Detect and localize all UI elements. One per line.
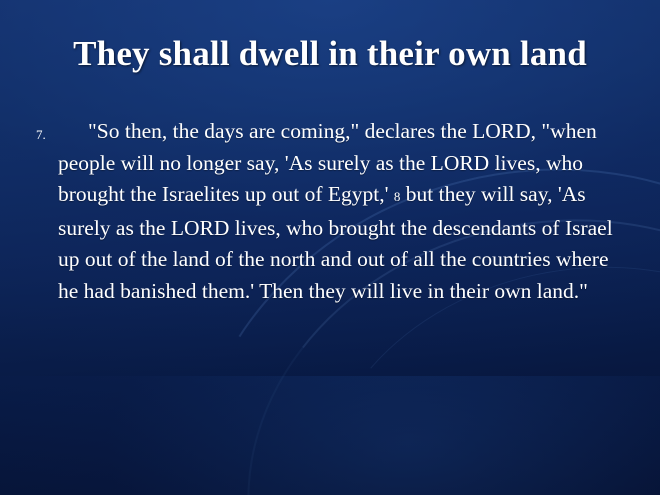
background-glow — [0, 376, 660, 495]
verse-text — [58, 116, 632, 307]
verse-number: 7. — [36, 127, 46, 142]
inline-verse-number: 8 — [393, 189, 401, 204]
verse-text-part2: but they will say, 'As surely as the LORD lives, who brought the descendants of Israel up out of the land of the north and out of all the countries where he had banished them.' Then they will live in their own land." — [58, 182, 613, 303]
slide-body — [36, 116, 632, 307]
slide-title: They shall dwell in their own land — [73, 34, 587, 73]
verse-text-part1: "So then, the days are coming," declares the LORD, "when people will no longer say, 'As surely as the LORD lives, who brought the Israelites up out of Egypt,' — [58, 119, 597, 206]
